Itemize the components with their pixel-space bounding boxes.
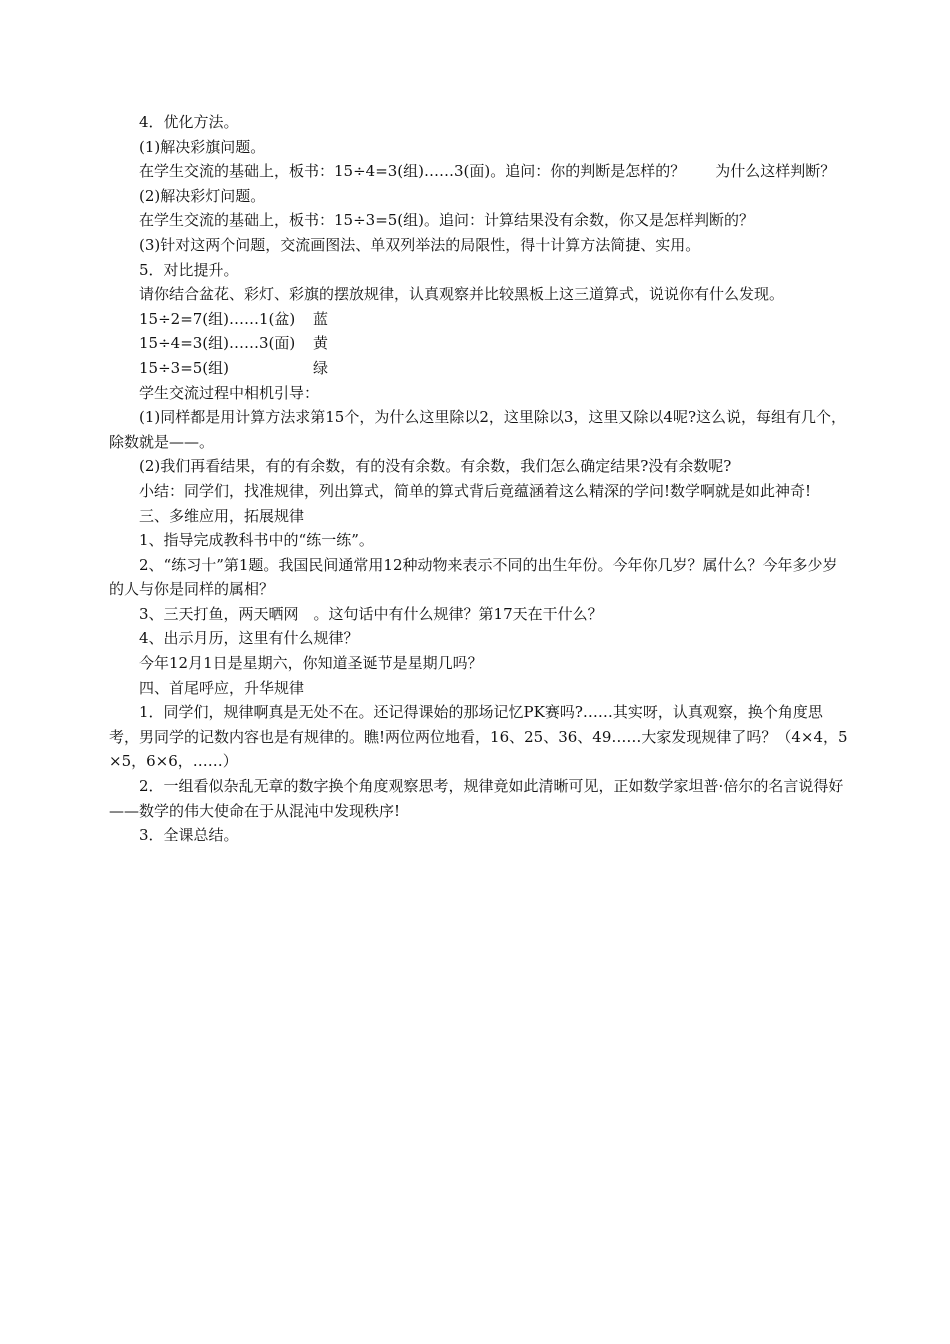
formula-expression: 15÷2=7(组)……1(盆) <box>139 309 296 328</box>
paragraph: 1、指导完成教科书中的“练一练”。 <box>139 531 374 550</box>
paragraph: 在学生交流的基础上，板书：15÷4=3(组)……3(面)。追问：你的判断是怎样的？ 为什么这样判断？ <box>139 162 836 181</box>
formula-expression: 15÷4=3(组)……3(面) <box>139 334 296 353</box>
paragraph: 小结：同学们，找准规律，列出算式，简单的算式背后竟蕴涵着这么精深的学问!数学啊就是如此神奇! <box>139 481 812 500</box>
paragraph: 3、三天打鱼，两天晒网 。这句话中有什么规律？第17天在干什么？ <box>139 604 603 623</box>
paragraph: (2)解决彩灯问题。 <box>139 186 266 205</box>
paragraph: 2．一组看似杂乱无章的数字换个角度观察思考，规律竟如此清晰可见，正如数学家坦普·倍尔的名言说得好——数学的伟大使命在于从混沌中发现秩序! <box>109 777 844 820</box>
section-heading: 四、首尾呼应，升华规律 <box>139 678 305 697</box>
formula-color: 黄 <box>313 334 329 353</box>
paragraph: (1)同样都是用计算方法求第15个，为什么这里除以2，这里除以3，这里又除以4呢?这么说，每组有几个，除数就是——。 <box>109 408 847 451</box>
formula-line <box>109 356 849 381</box>
paragraph: 2、“练习十”第1题。我国民间通常用12种动物来表示不同的出生年份。今年你几岁？属什么？今年多少岁的人与你是同样的属相？ <box>109 555 838 599</box>
paragraph: 今年12月1日是星期六，你知道圣诞节是星期几吗？ <box>139 654 483 673</box>
section-heading: 三、多维应用，拓展规律 <box>139 506 305 525</box>
paragraph: 请你结合盆花、彩灯、彩旗的摆放规律，认真观察并比较黑板上这三道算式，说说你有什么发现。 <box>139 285 785 304</box>
formula-line <box>109 307 849 332</box>
paragraph: 学生交流过程中相机引导： <box>139 383 320 402</box>
formula-line <box>109 331 849 356</box>
paragraph: (3)针对这两个问题，交流画图法、单双列举法的局限性，得十计算方法简捷、实用。 <box>139 235 701 254</box>
formula-color: 蓝 <box>313 309 329 328</box>
paragraph: (2)我们再看结果，有的有余数，有的没有余数。有余数，我们怎么确定结果?没有余数呢? <box>139 457 732 476</box>
paragraph: 4．优化方法。 <box>139 113 239 131</box>
paragraph: 3．全课总结。 <box>139 826 239 845</box>
paragraph: 1．同学们，规律啊真是无处不在。还记得课始的那场记忆PK赛吗?……其实呀，认真观察，换个角度思考，男同学的记数内容也是有规律的。瞧!两位两位地看，16、25、36、49……大家发现规律了吗？（4×4，5×5，6×6，……） <box>109 703 848 771</box>
document-body <box>109 110 849 848</box>
paragraph: 在学生交流的基础上，板书：15÷3=5(组)。追问：计算结果没有余数，你又是怎样判断的？ <box>139 211 755 230</box>
paragraph: 4、出示月历，这里有什么规律？ <box>139 629 359 648</box>
formula-color: 绿 <box>313 358 329 377</box>
formula-expression: 15÷3=5(组) <box>139 358 230 377</box>
paragraph: 5．对比提升。 <box>139 260 239 279</box>
paragraph: (1)解决彩旗问题。 <box>139 137 266 156</box>
